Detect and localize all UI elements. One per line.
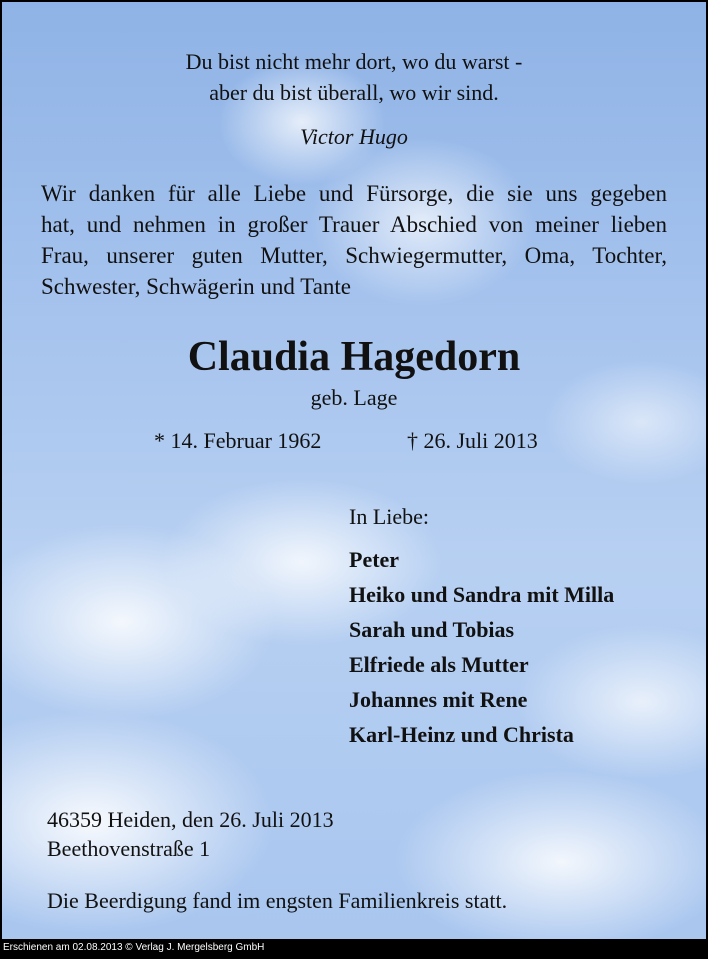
thanks-paragraph (41, 178, 667, 302)
deceased-name: Claudia Hagedorn (187, 334, 521, 380)
quote-author: Victor Hugo (300, 124, 408, 149)
thanks-line: Schwester, Schwägerin und Tante (41, 274, 352, 299)
funeral-note: Die Beerdigung fand im engsten Familienkreis statt. (47, 888, 508, 913)
quote-line-1: Du bist nicht mehr dort, wo du warst - (185, 49, 523, 74)
thanks-line: Wir danken für alle Liebe und Fürsorge, die sie uns gegeben (41, 181, 667, 206)
family-member: Peter (349, 547, 400, 572)
birth-date: * 14. Februar 1962 (154, 428, 322, 453)
address-line-1: 46359 Heiden, den 26. Juli 2013 (47, 807, 334, 832)
thanks-line: Frau, unserer guten Mutter, Schwiegermutter, Oma, Tochter, (41, 243, 667, 268)
family-member: Karl-Heinz und Christa (349, 722, 574, 747)
family-list (349, 542, 614, 752)
family-label: In Liebe: (349, 504, 430, 529)
death-date: † 26. Juli 2013 (407, 428, 538, 453)
thanks-line: hat, und nehmen in großer Trauer Abschied von meiner lieben (41, 212, 667, 237)
address-line-2: Beethovenstraße 1 (47, 836, 211, 861)
obituary-card (2, 2, 706, 939)
quote-line-2: aber du bist überall, wo wir sind. (209, 80, 499, 105)
family-member: Johannes mit Rene (349, 687, 528, 712)
family-member: Elfriede als Mutter (349, 652, 529, 677)
birth-name: geb. Lage (310, 385, 398, 410)
family-member: Heiko und Sandra mit Milla (349, 582, 615, 607)
family-member: Sarah und Tobias (349, 617, 515, 642)
publication-footer: Erschienen am 02.08.2013 © Verlag J. Mergelsberg GmbH (3, 942, 265, 953)
address-block (47, 805, 334, 863)
